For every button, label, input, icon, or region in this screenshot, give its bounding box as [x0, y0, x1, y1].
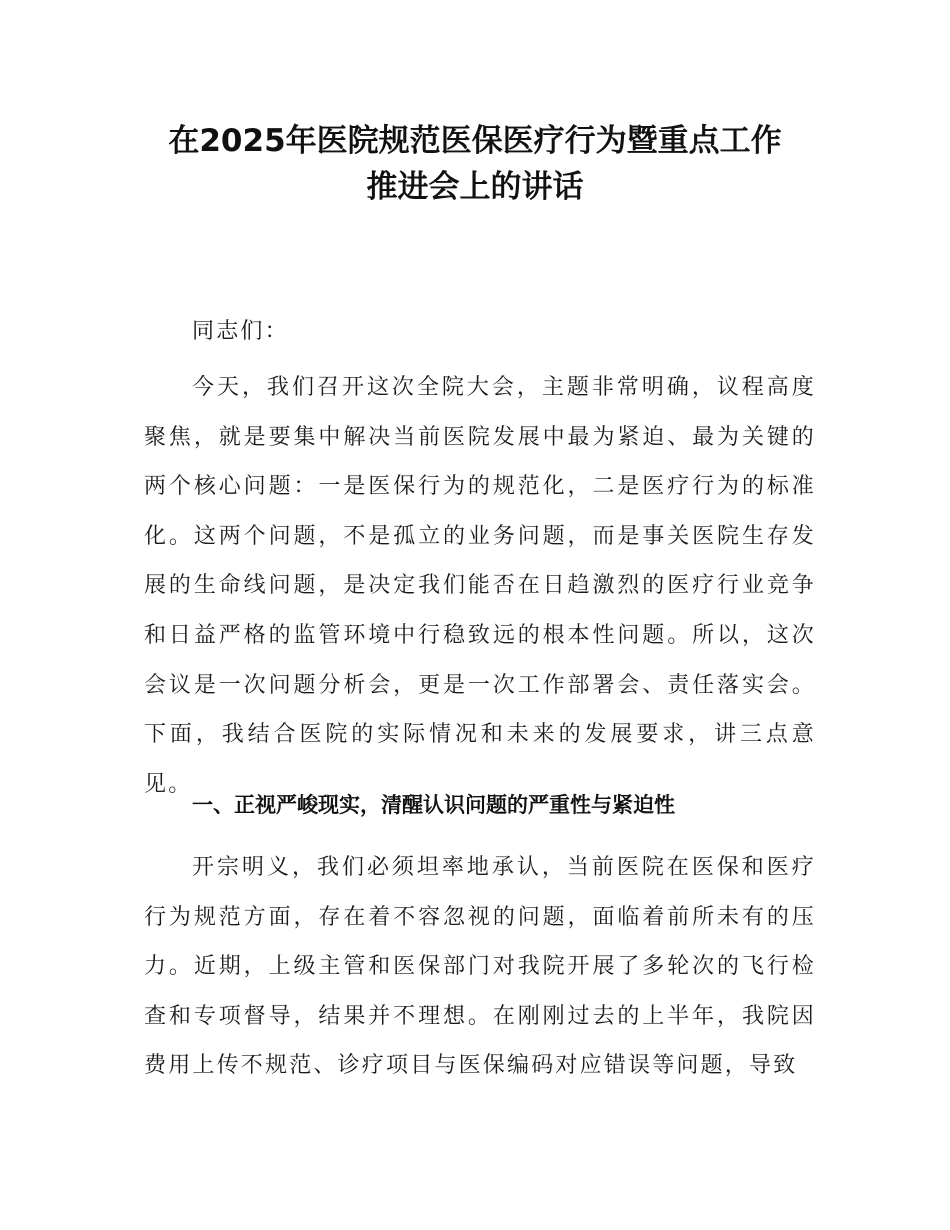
document-title [100, 118, 850, 210]
title-line-1: 在2025年医院规范医保医疗行为暨重点工作 [168, 123, 782, 159]
opening-paragraph: 今天，我们召开这次全院大会，主题非常明确，议程高度聚焦，就是要集中解决当前医院发展中最为紧迫、最为关键的两个核心问题：一是医保行为的规范化，二是医疗行为的标准化。这两个问题，不是孤立的业务问题，而是事关医院生存发展的生命线问题，是决定我们能否在日趋激烈的医疗行业竞争和日益严格的监管环境中行稳致远的根本性问题。所以，这次会议是一次问题分析会，更是一次工作部署会、责任落实会。下面，我结合医院的实际情况和未来的发展要求，讲三点意见。 [144, 375, 816, 797]
section-heading-1: 一、正视严峻现实，清醒认识问题的严重性与紧迫性 [192, 793, 675, 817]
title-line-2: 推进会上的讲话 [366, 169, 584, 205]
greeting: 同志们： [192, 319, 289, 344]
section-1-paragraph: 开宗明义，我们必须坦率地承认，当前医院在医保和医疗行为规范方面，存在着不容忽视的问题，面临着前所未有的压力。近期，上级主管和医保部门对我院开展了多轮次的飞行检查和专项督导，结果并不理想。在刚刚过去的上半年，我院因费用上传不规范、诊疗项目与医保编码对应错误等问题，导致 [144, 855, 816, 1079]
